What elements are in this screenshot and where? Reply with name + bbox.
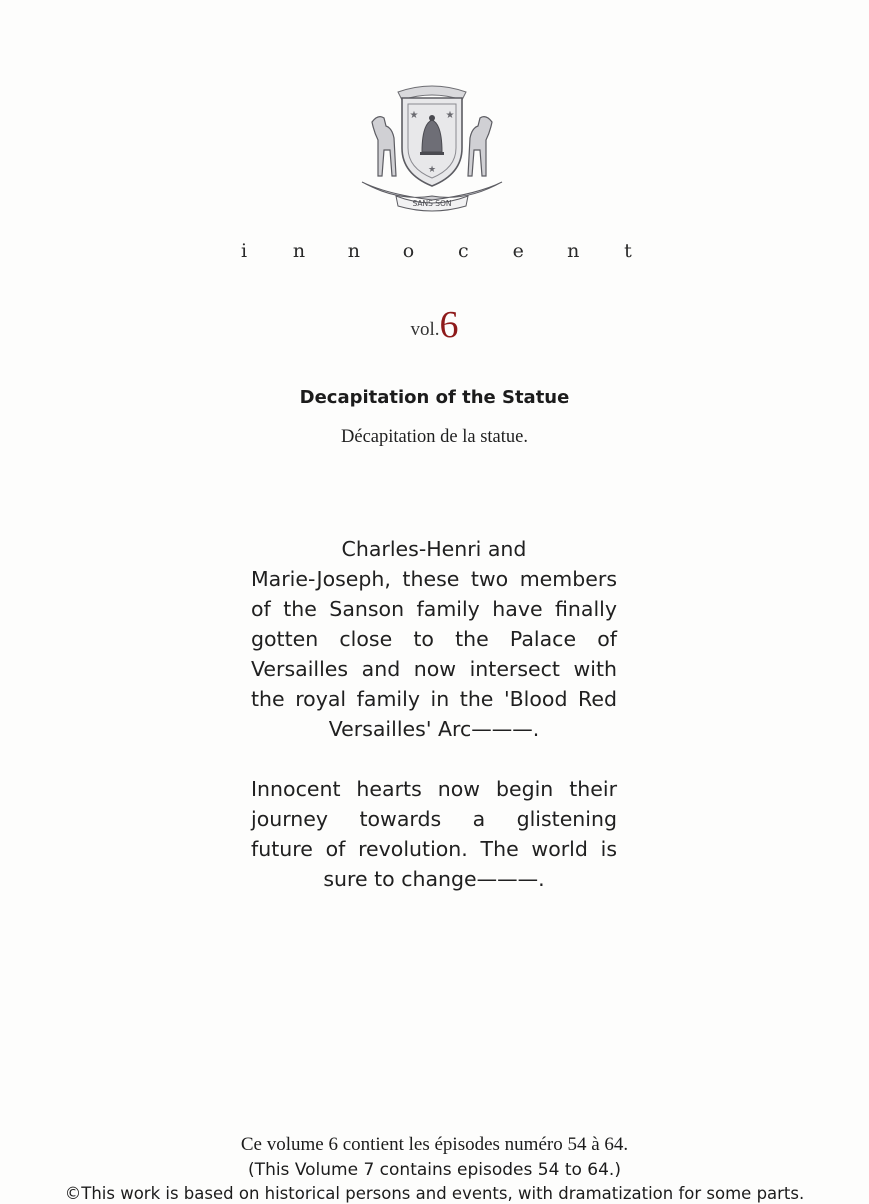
synopsis-line: Marie-Joseph, these two members [251, 567, 617, 591]
series-title-letter: c [458, 240, 469, 262]
coat-of-arms-crest [358, 78, 506, 213]
episode-subtitle-french: Décapitation de la statue. [341, 427, 528, 447]
volume-prefix: vol. [410, 319, 440, 340]
series-title-letter: n [292, 240, 306, 262]
series-title-letter: t [624, 240, 632, 262]
volume-number: 6 [439, 304, 459, 346]
series-title [238, 240, 634, 262]
svg-text:★: ★ [427, 164, 437, 174]
synopsis-line: future of revolution. The world is [251, 837, 617, 861]
synopsis-line: Charles-Henri and [341, 537, 527, 561]
series-title-letter: o [402, 240, 415, 262]
synopsis-line: the royal family in the 'Blood Red [251, 687, 617, 711]
crest-motto: SANS SON [412, 199, 452, 208]
volume-label [0, 303, 869, 347]
synopsis-line: sure to change———. [323, 867, 545, 891]
series-title-letter: n [347, 240, 360, 262]
paragraph-gap [251, 744, 617, 774]
synopsis-line: Innocent hearts now begin their [251, 777, 617, 801]
series-title-letter: e [512, 240, 524, 262]
synopsis-line: journey towards a glistening [251, 807, 617, 831]
episode-title: Decapitation of the Statue [299, 387, 570, 408]
footer-english-note: (This Volume 7 contains episodes 54 to 64.) [248, 1160, 621, 1180]
synopsis-line: gotten close to the Palace of [251, 627, 617, 651]
series-title-letter: n [567, 240, 580, 262]
svg-text:★: ★ [445, 110, 455, 121]
synopsis-line: Versailles' Arc———. [328, 717, 540, 741]
synopsis [251, 534, 617, 894]
footer-copyright-note: ©This work is based on historical persons and events, with dramatization for some parts. [64, 1184, 805, 1203]
synopsis-line: Versailles and now intersect with [251, 657, 617, 681]
svg-text:★: ★ [409, 110, 419, 121]
synopsis-line: of the Sanson family have finally [251, 597, 617, 621]
series-title-letter: i [240, 240, 248, 262]
footer-french-note: Ce volume 6 contient les épisodes numéro 54 à 64. [240, 1134, 629, 1155]
